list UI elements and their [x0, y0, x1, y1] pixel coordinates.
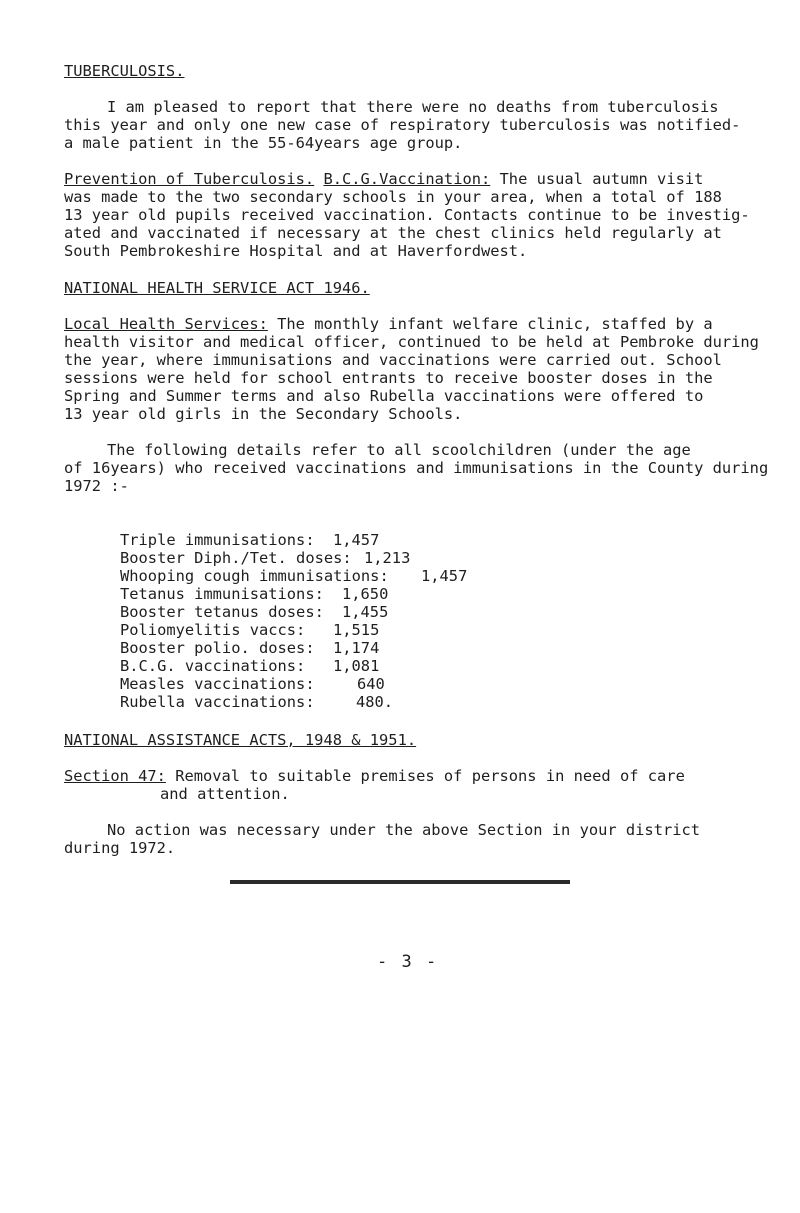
table-row-label: Triple immunisations: [120, 531, 315, 549]
table-row-label: Measles vaccinations: [120, 675, 315, 693]
tb-para1-line1: I am pleased to report that there were no deaths from tuberculosis [107, 98, 719, 116]
table-row-label: Booster polio. doses: [120, 639, 315, 657]
table-row-label: B.C.G. vaccinations: [120, 657, 306, 675]
section-47-line1-rest: Removal to suitable premises of persons in need of care [165, 767, 685, 785]
table-row-label: Rubella vaccinations: [120, 693, 315, 711]
table-row-value: 640 [357, 675, 385, 693]
nhs-para1-line2: health visitor and medical officer, continued to be held at Pembroke during [64, 333, 759, 351]
table-row-value: 1,213 [364, 549, 411, 567]
tuberculosis-heading: TUBERCULOSIS. [64, 62, 185, 80]
table-row-label: Booster tetanus doses: [120, 603, 324, 621]
tb-para2-line5: South Pembrokeshire Hospital and at Haverfordwest. [64, 242, 528, 260]
table-row-value: 1,515 [333, 621, 380, 639]
nhs-heading: NATIONAL HEALTH SERVICE ACT 1946. [64, 279, 370, 297]
table-row-value: 480. [356, 693, 394, 711]
nas-para1-line1: No action was necessary under the above Section in your district [107, 821, 701, 839]
nhs-para1-line3: the year, where immunisations and vaccinations were carried out. School [64, 351, 722, 369]
nas-heading: NATIONAL ASSISTANCE ACTS, 1948 & 1951. [64, 731, 417, 749]
section-divider [230, 880, 570, 884]
nhs-para2-line3: 1972 :- [64, 477, 129, 495]
nhs-para1-line1 [64, 315, 713, 333]
table-row-label: Tetanus immunisations: [120, 585, 324, 603]
table-row-label: Booster Diph./Tet. doses: [120, 549, 352, 567]
nhs-para1-line4: sessions were held for school entrants to receive booster doses in the [64, 369, 713, 387]
table-row-label: Poliomyelitis vaccs: [120, 621, 306, 639]
nhs-para2-line1: The following details refer to all scoolchildren (under the age [107, 441, 691, 459]
tb-para2-line1-rest: The usual autumn visit [490, 170, 704, 188]
table-row-value: 1,174 [333, 639, 380, 657]
tb-para2-line4: ated and vaccinated if necessary at the chest clinics held regularly at [64, 224, 722, 242]
nhs-para1-line1-rest: The monthly infant welfare clinic, staffed by a [267, 315, 713, 333]
nhs-para1-line6: 13 year old girls in the Secondary Schools. [64, 405, 463, 423]
table-row-value: 1,455 [342, 603, 389, 621]
prevention-heading: Prevention of Tuberculosis. [64, 170, 315, 188]
tb-para2-line2: was made to the two secondary schools in your area, when a total of 188 [64, 188, 722, 206]
bcg-heading: B.C.G.Vaccination: [323, 170, 491, 188]
local-health-heading: Local Health Services: [64, 315, 268, 333]
section-47-line2: and attention. [160, 785, 290, 803]
table-row-value: 1,457 [421, 567, 468, 585]
section-47-line1 [64, 767, 685, 785]
section-47-heading: Section 47: [64, 767, 166, 785]
tb-para1-line3: a male patient in the 55-64years age group. [64, 134, 463, 152]
table-row-label: Whooping cough immunisations: [120, 567, 389, 585]
nhs-para1-line5: Spring and Summer terms and also Rubella vaccinations were offered to [64, 387, 704, 405]
tb-para2-line3: 13 year old pupils received vaccination. Contacts continue to be investig- [64, 206, 750, 224]
tb-para1-line2: this year and only one new case of respiratory tuberculosis was notified- [64, 116, 741, 134]
table-row-value: 1,650 [342, 585, 389, 603]
table-row-value: 1,457 [333, 531, 380, 549]
table-row-value: 1,081 [333, 657, 380, 675]
tb-para2-line1 [64, 170, 703, 188]
nas-para1-line2: during 1972. [64, 839, 176, 857]
page-number: - 3 - [377, 952, 439, 972]
nhs-para2-line2: of 16years) who received vaccinations and immunisations in the County during [64, 459, 769, 477]
